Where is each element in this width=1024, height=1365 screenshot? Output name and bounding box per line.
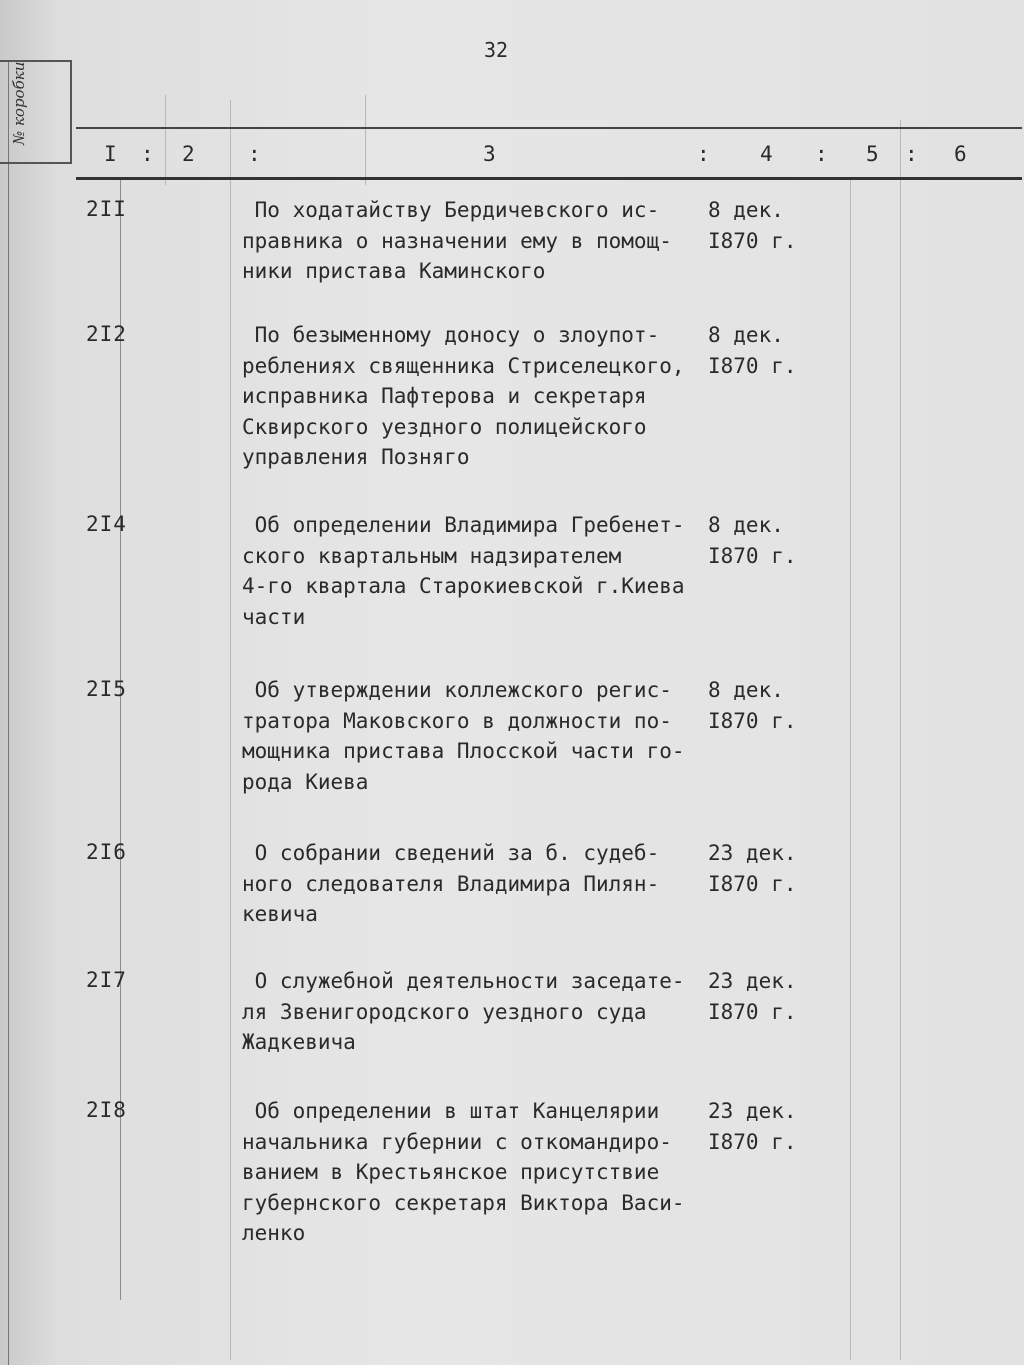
header-rule-top — [76, 127, 1022, 129]
column-header-5: 5 — [866, 142, 879, 166]
entry-number: 2I8 — [86, 1098, 127, 1122]
entry-number: 2I4 — [86, 512, 127, 536]
entry-date: 23 дек. I870 г. — [708, 841, 797, 896]
entry-number: 2I2 — [86, 322, 127, 346]
column-rule — [900, 120, 901, 1360]
column-header-1: I — [104, 142, 117, 166]
entry-number: 2I6 — [86, 840, 127, 864]
entry-date: 8 дек. I870 г. — [708, 513, 797, 568]
entry-title: Об определении в штат Канцелярии начальника губернии с откомандиро- ванием в Крестьянское присутствие губернского секретаря Виктора Васи- ленко — [242, 1099, 685, 1245]
entry-title: Об утверждении коллежского регис- тратора Маковского в должности по- мощника пристава Плосской части го- рода Киева — [242, 678, 685, 794]
entry-number: 2I7 — [86, 968, 127, 992]
entry-title: О собрании сведений за б. судеб- ного следователя Владимира Пилян- кевича — [242, 841, 660, 926]
entry-title: По безыменному доносу о злоупот- реблениях священника Стриселецкого, исправника Пафтерова и секретаря Сквирского уездного полицейского управления Позняго — [242, 323, 685, 469]
column-rule — [230, 100, 231, 1360]
entry-number: 2I5 — [86, 677, 127, 701]
column-header-6: 6 — [954, 142, 967, 166]
box-label: № коробки — [10, 61, 28, 145]
entry-title: По ходатайству Бердичевского ис- правника о назначении ему в помощ- ники пристава Каминского — [242, 198, 672, 283]
entry-date: 8 дек. I870 г. — [708, 323, 797, 378]
column-separator: : — [905, 142, 918, 166]
column-rule — [365, 95, 366, 185]
column-header-4: 4 — [760, 142, 773, 166]
column-rule — [850, 180, 851, 1360]
column-header-2: 2 — [182, 142, 195, 166]
column-separator: : — [697, 142, 710, 166]
column-header-3: 3 — [483, 142, 496, 166]
page-number: 32 — [484, 38, 509, 62]
entry-title: Об определении Владимира Гребенет- ского квартальным надзирателем 4-го квартала Старокиевской г.Киева части — [242, 513, 685, 629]
entry-date: 23 дек. I870 г. — [708, 1099, 797, 1154]
entry-title: О служебной деятельности заседате- ля Звенигородского уездного суда Жадкевича — [242, 969, 685, 1054]
column-separator: : — [141, 142, 154, 166]
column-separator: : — [248, 142, 261, 166]
column-rule — [165, 95, 166, 185]
entry-number: 2II — [86, 197, 127, 221]
entry-date: 23 дек. I870 г. — [708, 969, 797, 1024]
entry-date: 8 дек. I870 г. — [708, 678, 797, 733]
header-rule-bottom — [76, 177, 1022, 180]
column-rule — [120, 180, 121, 1300]
column-separator: : — [815, 142, 828, 166]
entry-date: 8 дек. I870 г. — [708, 198, 797, 253]
margin-rule — [8, 60, 9, 1365]
